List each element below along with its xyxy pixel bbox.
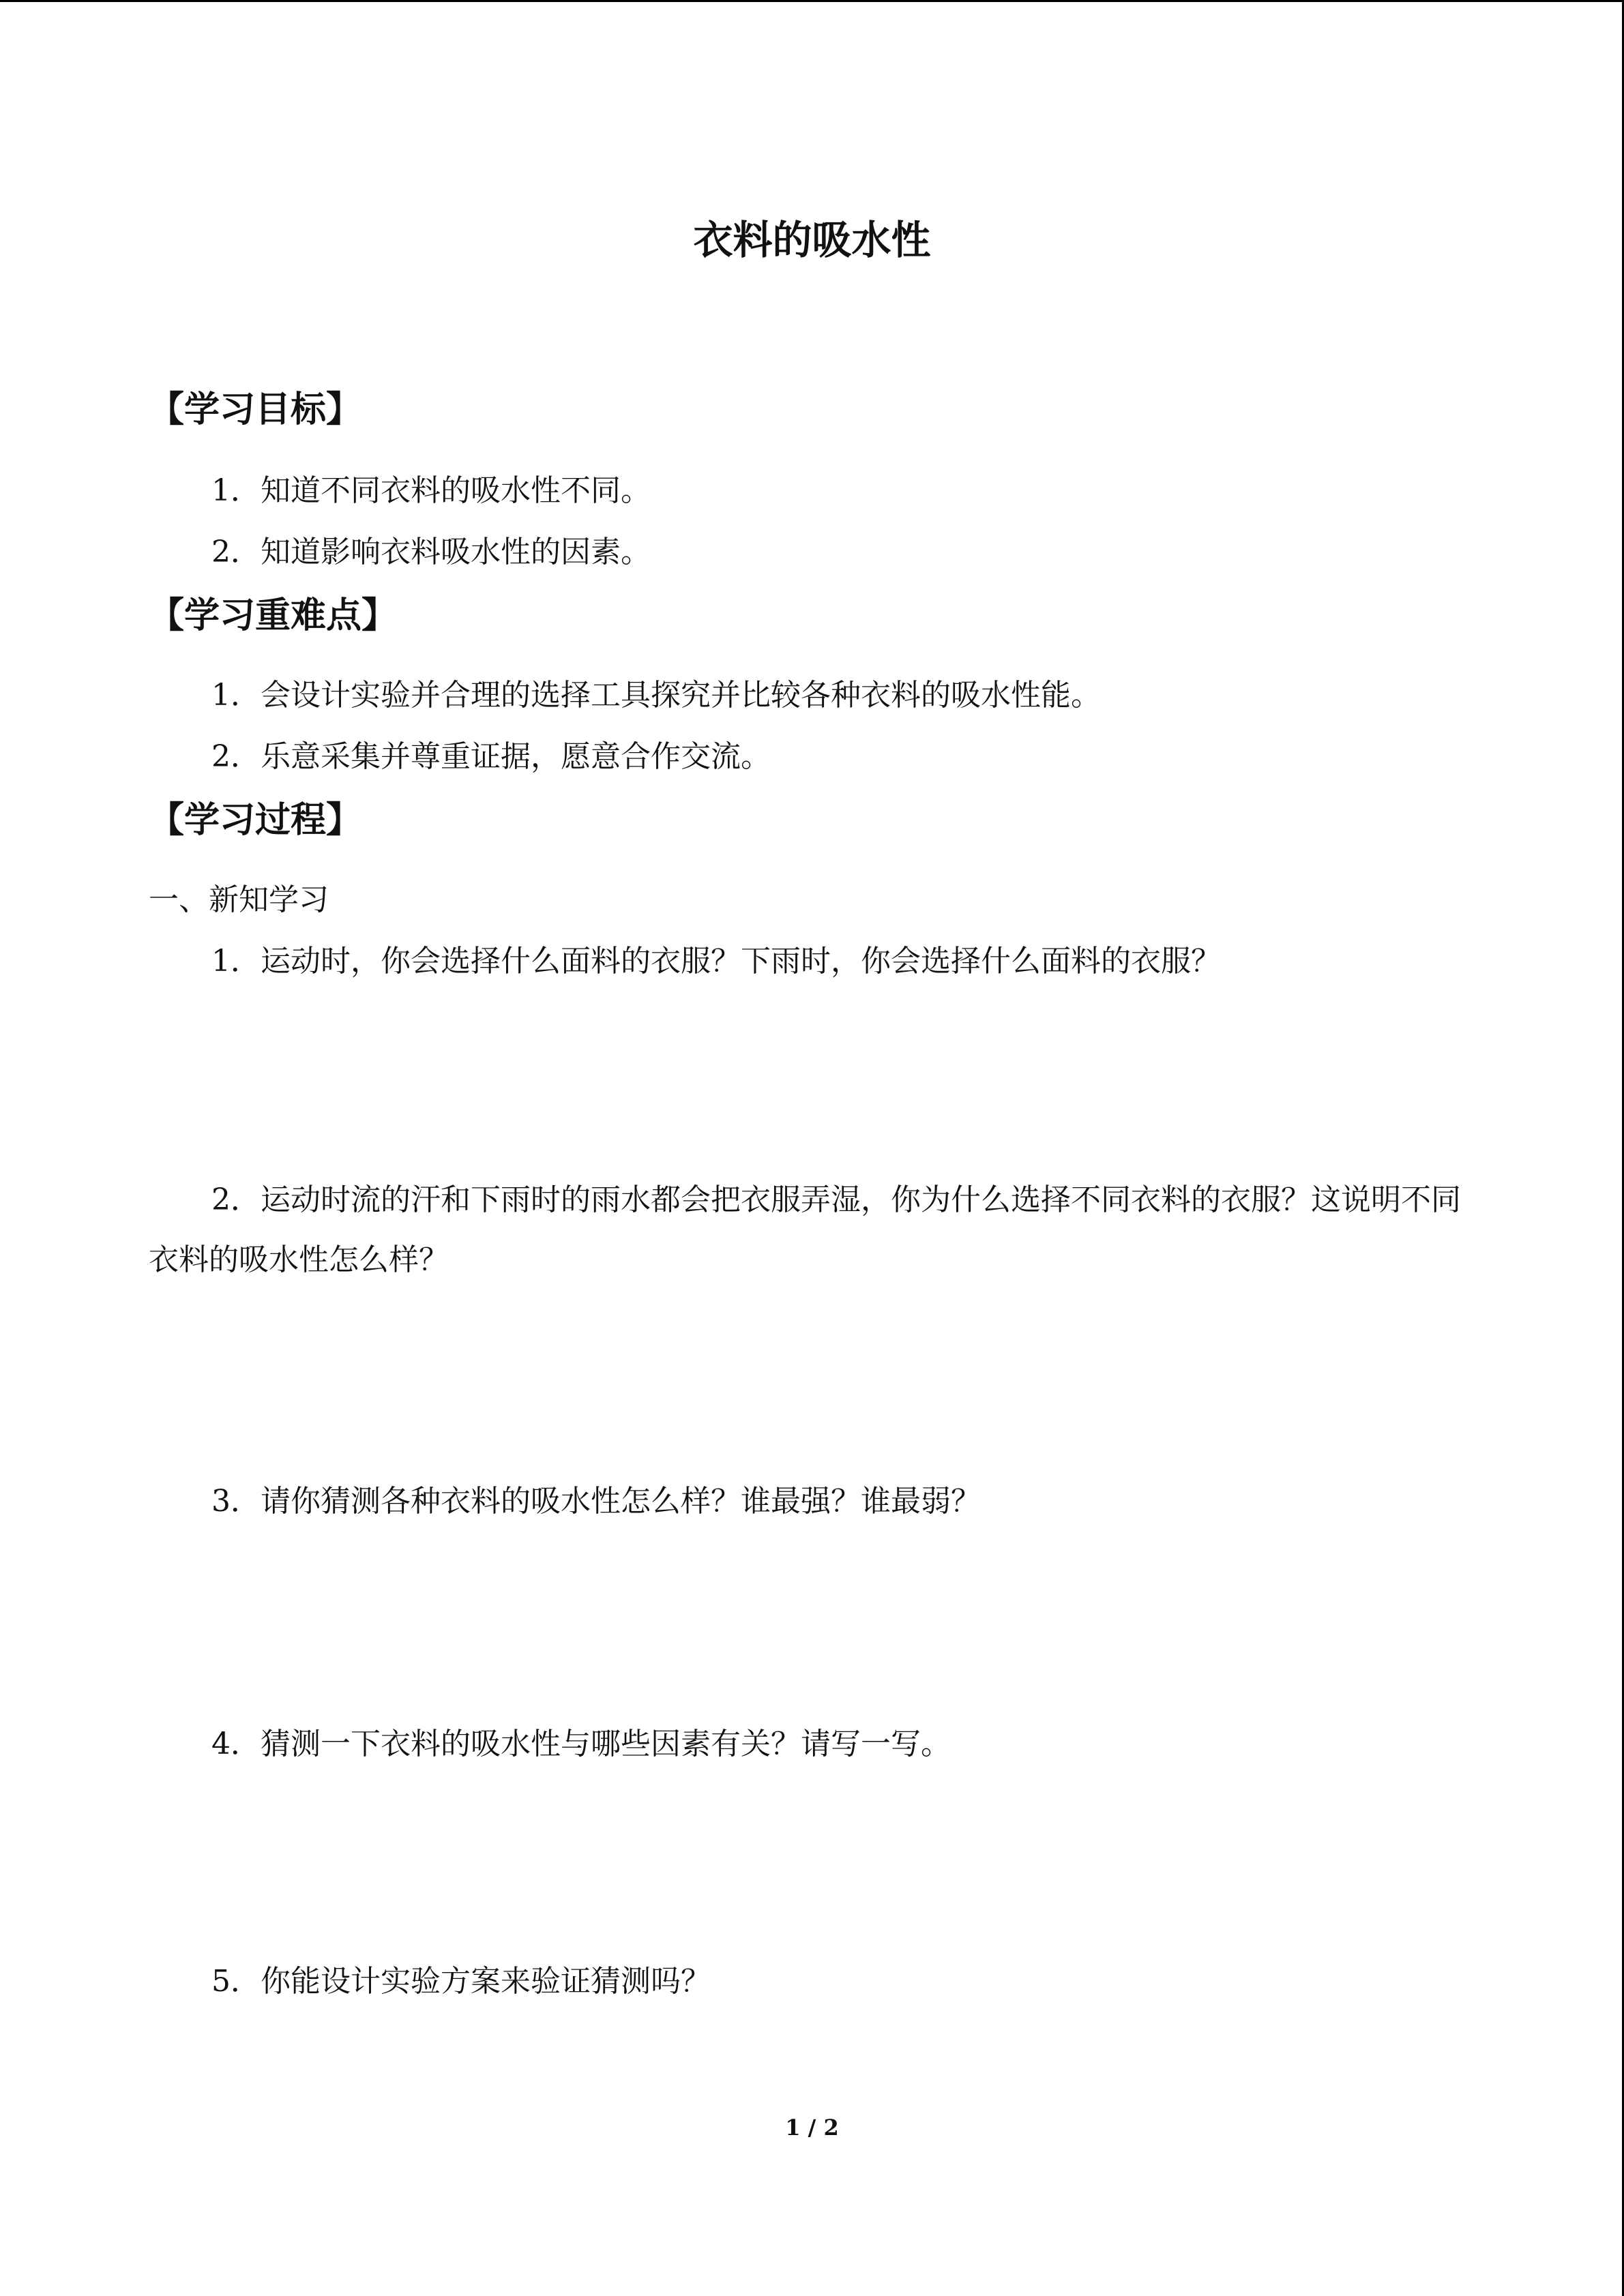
subsection-title: 一、新知学习 — [149, 882, 329, 917]
objective-item: 2．知道影响衣料吸水性的因素。 — [211, 535, 651, 569]
section-heading-objectives: 【学习目标】 — [149, 389, 362, 430]
key-point-item: 1．会设计实验并合理的选择工具探究并比较各种衣料的吸水性能。 — [211, 678, 1101, 713]
section-heading-key-points: 【学习重难点】 — [149, 595, 398, 636]
key-point-item: 2．乐意采集并尊重证据，愿意合作交流。 — [211, 739, 771, 774]
question-item: 5．你能设计实验方案来验证猜测吗？ — [211, 1964, 711, 1999]
question-item: 2．运动时流的汗和下雨时的雨水都会把衣服弄湿，你为什么选择不同衣料的衣服？这说明不同衣料的吸水性怎么样？ — [149, 1182, 1461, 1277]
question-item: 4．猜测一下衣料的吸水性与哪些因素有关？请写一写。 — [211, 1727, 951, 1761]
question-item: 3．请你猜测各种衣料的吸水性怎么样？谁最强？谁最弱？ — [211, 1484, 981, 1519]
objective-item: 1．知道不同衣料的吸水性不同。 — [211, 473, 651, 508]
page-number: 1 / 2 — [785, 2115, 839, 2141]
section-heading-process: 【学习过程】 — [149, 800, 362, 841]
document-title: 衣料的吸水性 — [693, 217, 931, 263]
question-item: 1．运动时，你会选择什么面料的衣服？下雨时，你会选择什么面料的衣服？ — [211, 944, 1221, 979]
page-top-border — [0, 0, 1624, 2]
